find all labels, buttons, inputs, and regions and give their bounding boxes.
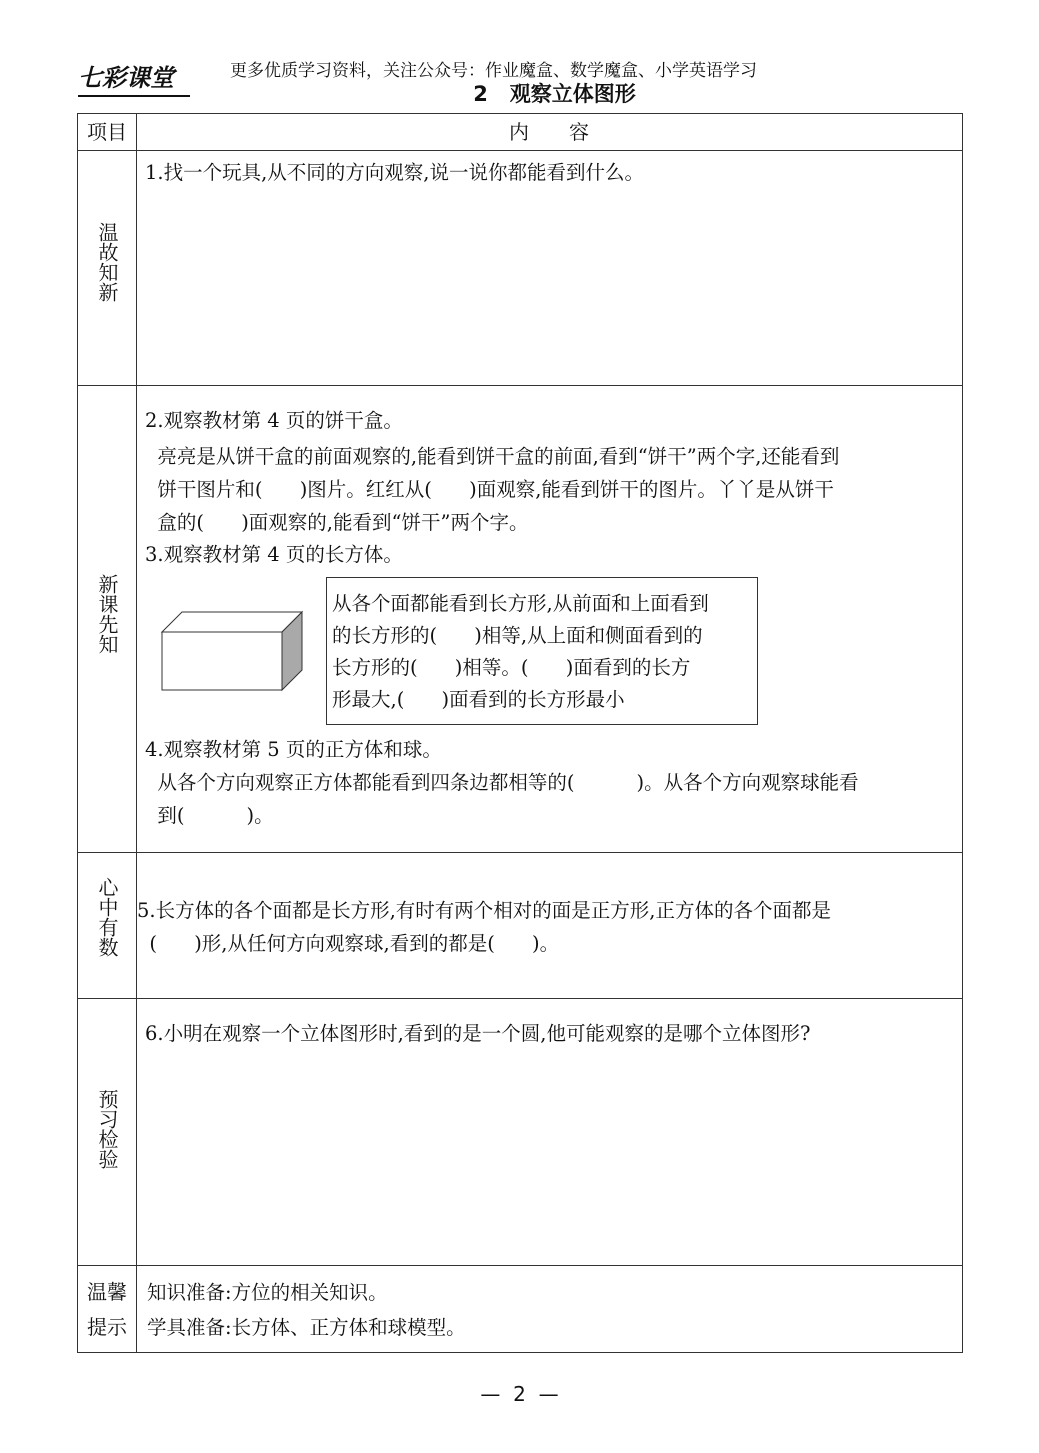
page-number: — 2 —	[480, 1382, 559, 1406]
logo: 七彩课堂	[78, 58, 190, 97]
header-content: 内 容	[509, 120, 589, 144]
row-divider	[78, 852, 962, 853]
box-line: 形最大,( )面看到的长方形最小	[332, 688, 625, 711]
question-3-title: 3.观察教材第 4 页的长方体。	[145, 543, 403, 566]
row-label-summary: 心中有数	[95, 877, 119, 957]
box-line: 长方形的( )相等。( )面看到的长方	[332, 656, 691, 679]
row-label-review: 温故知新	[95, 222, 119, 302]
question-2-title: 2.观察教材第 4 页的饼干盒。	[145, 409, 403, 432]
question-2-line: 饼干图片和( )图片。红红从( )面观察,能看到饼干的图片。丫丫是从饼干	[145, 478, 834, 501]
header-item: 项目	[87, 120, 127, 144]
question-5-line: 5.长方体的各个面都是长方形,有时有两个相对的面是正方形,正方体的各个面都是	[137, 899, 832, 922]
row-label-tips: 提示	[87, 1315, 127, 1339]
row-divider	[78, 1265, 962, 1266]
question-4-line: 从各个方向观察正方体都能看到四条边都相等的( )。从各个方向观察球能看	[145, 771, 859, 794]
header-notice: 更多优质学习资料，关注公众号：作业魔盒、数学魔盒、小学英语学习	[230, 61, 757, 81]
row-divider	[78, 150, 962, 151]
question-6: 6.小明在观察一个立体图形时,看到的是一个圆,他可能观察的是哪个立体图形?	[145, 1022, 811, 1045]
row-label-preview: 新课先知	[95, 574, 119, 654]
tip-knowledge: 知识准备:方位的相关知识。	[147, 1281, 388, 1304]
box-line: 的长方形的( )相等,从上面和侧面看到的	[332, 624, 703, 647]
worksheet-table	[77, 113, 963, 1353]
question-5-line: ( )形,从任何方向观察球,看到的都是( )。	[137, 932, 560, 955]
page-title: 2 观察立体图形	[473, 82, 636, 106]
box-line: 从各个面都能看到长方形,从前面和上面看到	[332, 592, 709, 615]
cuboid-figure	[160, 610, 305, 692]
column-divider	[136, 114, 137, 1352]
question-4-line: 到( )。	[145, 804, 274, 827]
question-1: 1.找一个玩具,从不同的方向观察,说一说你都能看到什么。	[145, 161, 645, 184]
question-4-title: 4.观察教材第 5 页的正方体和球。	[145, 738, 442, 761]
question-2-line: 盒的( )面观察的,能看到“饼干”两个字。	[145, 511, 529, 534]
row-divider	[78, 385, 962, 386]
tip-tools: 学具准备:长方体、正方体和球模型。	[147, 1316, 466, 1339]
row-label-tips: 温馨	[87, 1280, 127, 1304]
question-3-box	[326, 577, 758, 725]
row-divider	[78, 998, 962, 999]
question-2-line: 亮亮是从饼干盒的前面观察的,能看到饼干盒的前面,看到“饼干”两个字,还能看到	[145, 445, 840, 468]
row-label-check: 预习检验	[95, 1089, 119, 1169]
